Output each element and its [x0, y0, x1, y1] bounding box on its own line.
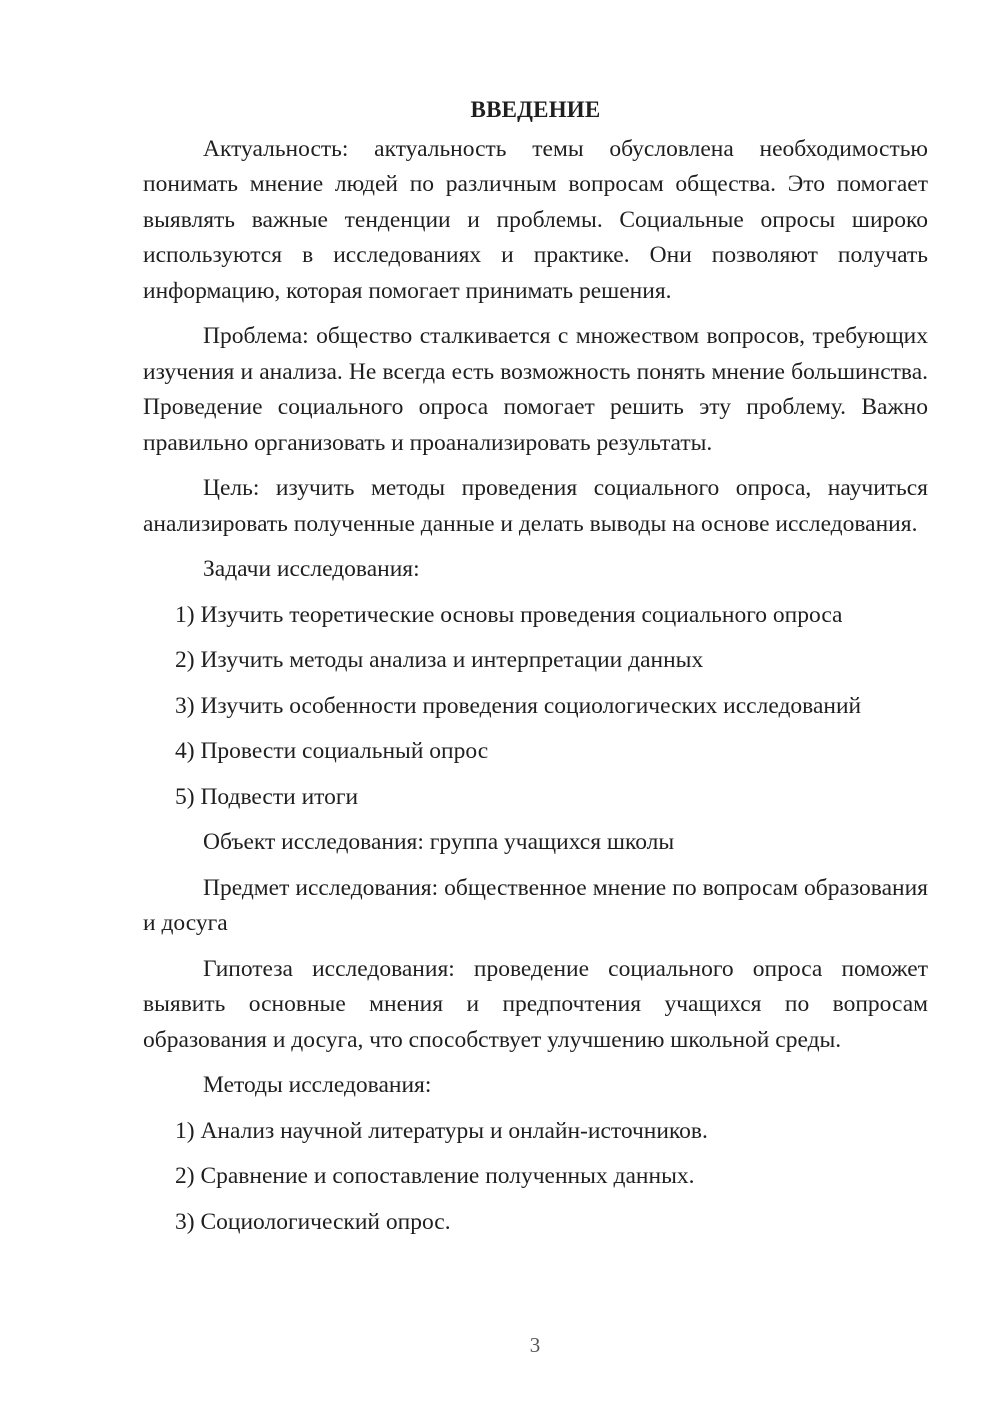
subject-paragraph: Предмет исследования: общественное мнение по вопросам образования и досуга — [143, 874, 928, 936]
section-heading: ВВЕДЕНИЕ — [470, 97, 601, 122]
hypothesis-paragraph: Гипотеза исследования: проведение социального опроса поможет выявить основные мнения и предпочтения учащихся по вопросам образования и досуга, что способствует улучшению школьной среды. — [143, 955, 928, 1053]
tasks-label: Задачи исследования: — [203, 556, 420, 582]
task-item: 1) Изучить теоретические основы проведения социального опроса — [175, 601, 843, 628]
object-paragraph: Объект исследования: группа учащихся школы — [203, 829, 675, 855]
problem-paragraph: Проблема: общество сталкивается с множеством вопросов, требующих изучения и анализа. Не всегда есть возможность понять мнение большинства. Проведение социального опроса помогает решить эту проблему. Важно правильно организовать и проанализировать результаты. — [143, 323, 928, 456]
task-item: 2) Изучить методы анализа и интерпретации данных — [175, 647, 704, 673]
tasks-list — [143, 598, 928, 816]
method-item: 3) Социологический опрос. — [175, 1208, 451, 1235]
method-item: 2) Сравнение и сопоставление полученных данных. — [175, 1163, 695, 1189]
methods-list — [143, 1114, 928, 1241]
task-item: 5) Подвести итоги — [175, 783, 359, 810]
relevance-paragraph: Актуальность: актуальность темы обусловлена необходимостью понимать мнение людей по различным вопросам общества. Это помогает выявлять важные тенденции и проблемы. Социальные опросы широко используются в исследованиях и практике. Они позволяют получать информацию, которая помогает принимать решения. — [143, 135, 928, 304]
page-content — [143, 92, 928, 1250]
method-item: 1) Анализ научной литературы и онлайн-источников. — [175, 1117, 708, 1144]
page-number: 3 — [529, 1333, 541, 1357]
methods-label: Методы исследования: — [203, 1072, 432, 1098]
task-item: 4) Провести социальный опрос — [175, 738, 489, 764]
goal-paragraph: Цель: изучить методы проведения социального опроса, научиться анализировать полученные данные и делать выводы на основе исследования. — [143, 475, 928, 537]
task-item: 3) Изучить особенности проведения социологических исследований — [175, 692, 862, 719]
